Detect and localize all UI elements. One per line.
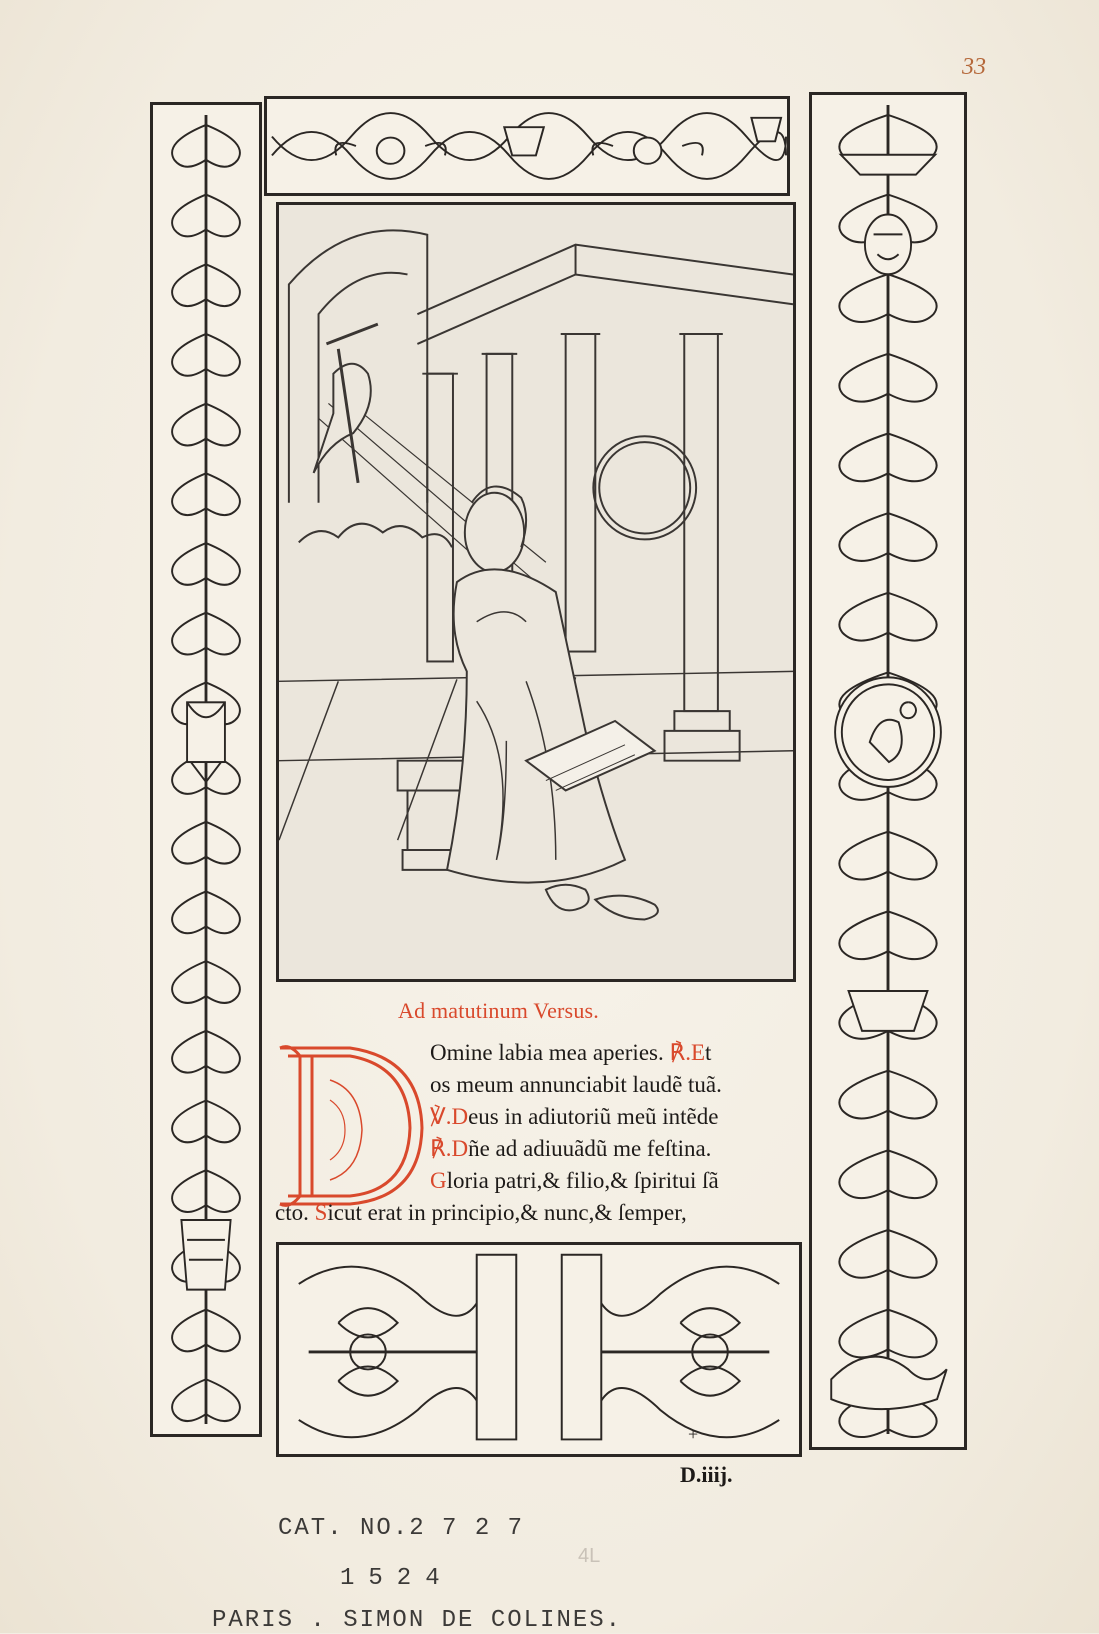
catalog-place-stamp: PARIS . SIMON DE COLINES.	[212, 1607, 623, 1634]
catalog-year-stamp: 1524	[340, 1565, 454, 1592]
line-6-segment-2: S	[314, 1200, 328, 1225]
line-2-segment-1: os meum annunciabit laudẽ tuã.	[430, 1072, 722, 1097]
rubric-heading: Ad matutinum Versus.	[398, 998, 599, 1023]
right-ornamental-border	[809, 92, 967, 1450]
cross-mark: +	[688, 1424, 699, 1444]
text-line-5	[430, 1168, 719, 1194]
bottom-ornamental-border	[276, 1242, 802, 1457]
signature-mark: D.iiij.	[680, 1462, 733, 1487]
line-1-segment-3: t	[705, 1040, 712, 1065]
text-line-4	[430, 1136, 711, 1162]
decorated-initial-d	[270, 1040, 430, 1210]
text-line-3	[430, 1104, 718, 1130]
pencil-note: 4L	[578, 1545, 601, 1567]
line-3-segment-1: ℣.D	[430, 1104, 469, 1129]
folio-number: 33	[962, 54, 986, 80]
text-line-1	[430, 1040, 711, 1066]
annunciation-woodcut	[276, 202, 796, 982]
line-1-segment-1: Omine labia mea aperies.	[430, 1040, 670, 1065]
top-ornamental-border	[264, 96, 790, 196]
left-ornamental-border	[150, 102, 262, 1437]
line-6-segment-1: cto.	[275, 1200, 315, 1225]
line-1-segment-2: ℟.E	[669, 1040, 706, 1065]
line-4-segment-2: ñe ad adiuuãdũ me feſtina.	[468, 1136, 712, 1161]
line-3-segment-2: eus in adiutoriũ meũ intẽde	[468, 1104, 719, 1129]
catalog-number-stamp: CAT. NO.2 7 2 7	[278, 1515, 525, 1542]
line-6-segment-3: icut erat in principio,& nunc,& ſemper,	[327, 1200, 687, 1225]
line-5-segment-1: G	[430, 1168, 447, 1193]
line-5-segment-2: loria patri,& filio,& ſpiritui ſã	[446, 1168, 719, 1193]
text-line-2	[430, 1072, 722, 1098]
text-line-6	[275, 1200, 687, 1226]
line-4-segment-1: ℟.D	[430, 1136, 469, 1161]
